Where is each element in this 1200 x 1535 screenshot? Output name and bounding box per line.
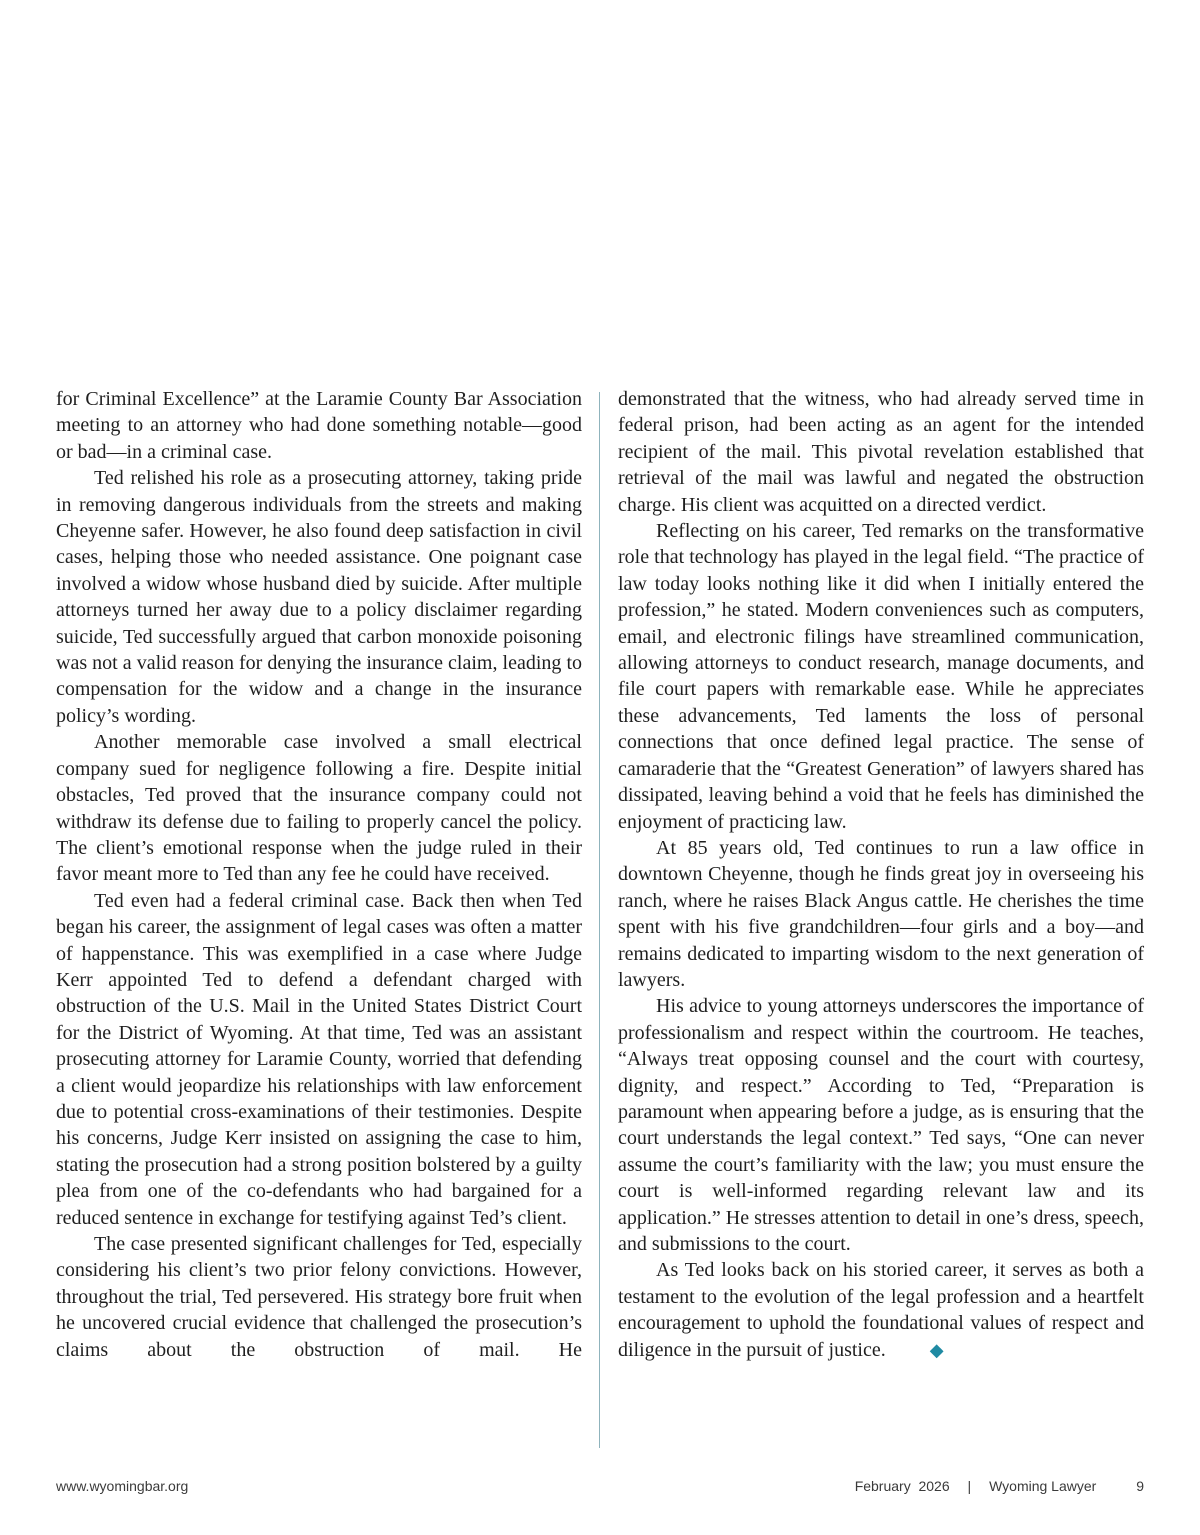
final-paragraph — [618, 1257, 1144, 1363]
end-diamond-icon: ◆ — [929, 1339, 944, 1360]
paragraph: Reflecting on his career, Ted remarks on the transformative role that technology has played in the legal field. “The practice of law today looks nothing like it did when I initially entered the profession,” he stated. Modern conveniences such as computers, email, and electronic filings have streamlined communication, allowing attorneys to conduct research, manage documents, and file court papers with remarkable ease. While he appreciates these advancements, Ted laments the loss of personal connections that once defined legal practice. The sense of camaraderie that the “Greatest Generation” of lawyers shared has dissipated, leaving behind a void that he feels has diminished the enjoyment of practicing law. — [618, 520, 1144, 833]
footer-publication: Wyoming Lawyer — [989, 1478, 1097, 1494]
paragraph: The case presented significant challenges for Ted, especially considering his client’s two prior felony convictions. However, throughout the trial, Ted persevered. His strategy bore fruit when he uncovered crucial evidence that challenged the prosecution’s claims about the obstruction of mail. He — [56, 1233, 582, 1361]
paragraph-text: As Ted looks back on his storied career, it serves as both a testament to the evolution of the legal profession and a heartfelt encouragement to uphold the foundational values of respect and diligence in the pursuit of justice. — [618, 1259, 1144, 1361]
paragraph: demonstrated that the witness, who had already served time in federal prison, had been acting as an agent for the intended recipient of the mail. This pivotal revelation established that retrieval of the mail was lawful and negated the obstruction charge. His client was acquitted on a directed verdict. — [618, 388, 1144, 516]
article-body — [56, 386, 1144, 1448]
column-divider — [599, 392, 600, 1448]
footer-separator: | — [967, 1478, 972, 1494]
paragraph: Ted relished his role as a prosecuting attorney, taking pride in removing dangerous individuals from the streets and making Cheyenne safer. However, he also found deep satisfaction in civil cases, helping those who needed assistance. One poignant case involved a widow whose husband died by suicide. After multiple attorneys turned her away due to a policy disclaimer regarding suicide, Ted successfully argued that carbon monoxide poisoning was not a valid reason for denying the insurance claim, leading to compensation for the widow and a change in the insurance policy’s wording. — [56, 467, 582, 727]
paragraph: Another memorable case involved a small electrical company sued for negligence following a fire. Despite initial obstacles, Ted proved that the insurance company could not withdraw its defense due to failing to properly cancel the policy. The client’s emotional response when the judge ruled in their favor meant more to Ted than any fee he could have received. — [56, 731, 582, 886]
footer-right — [855, 1478, 1144, 1494]
left-column — [56, 386, 582, 1363]
paragraph: for Criminal Excellence” at the Laramie County Bar Association meeting to an attorney who had done something notable—good or bad—in a criminal case. — [56, 388, 582, 463]
footer-website: www.wyomingbar.org — [56, 1478, 189, 1494]
page-number: 9 — [1136, 1478, 1144, 1494]
page-footer — [56, 1478, 1144, 1498]
right-column — [618, 386, 1144, 1363]
footer-issue-date: February 2026 — [854, 1478, 950, 1494]
paragraph: At 85 years old, Ted continues to run a law office in downtown Cheyenne, though he finds great joy in overseeing his ranch, where he raises Black Angus cattle. He cherishes the time spent with his five grandchildren—four girls and a boy—and remains dedicated to imparting wisdom to the next generation of lawyers. — [618, 836, 1144, 991]
paragraph: Ted even had a federal criminal case. Back then when Ted began his career, the assignment of legal cases was often a matter of happenstance. This was exemplified in a case where Judge Kerr appointed Ted to defend a defendant charged with obstruction of the U.S. Mail in the United States District Court for the District of Wyoming. At that time, Ted was an assistant prosecuting attorney for Laramie County, worried that defending a client would jeopardize his relationships with law enforcement due to potential cross-examinations of their testimonies. Despite his concerns, Judge Kerr insisted on assigning the case to him, stating the prosecution had a strong position bolstered by a guilty plea from one of the co-defendants who had bargained for a reduced sentence in exchange for testifying against Ted’s client. — [56, 889, 582, 1229]
paragraph: His advice to young attorneys underscores the importance of professionalism and respect within the courtroom. He teaches, “Always treat opposing counsel and the court with courtesy, dignity, and respect.” According to Ted, “Preparation is paramount when appearing before a judge, as is ensuring that the court understands the legal context.” Ted says, “One can never assume the court’s familiarity with the law; you must ensure the court is well-informed regarding relevant law and its application.” He stresses attention to detail in one’s dress, speech, and submissions to the court. — [618, 995, 1144, 1255]
